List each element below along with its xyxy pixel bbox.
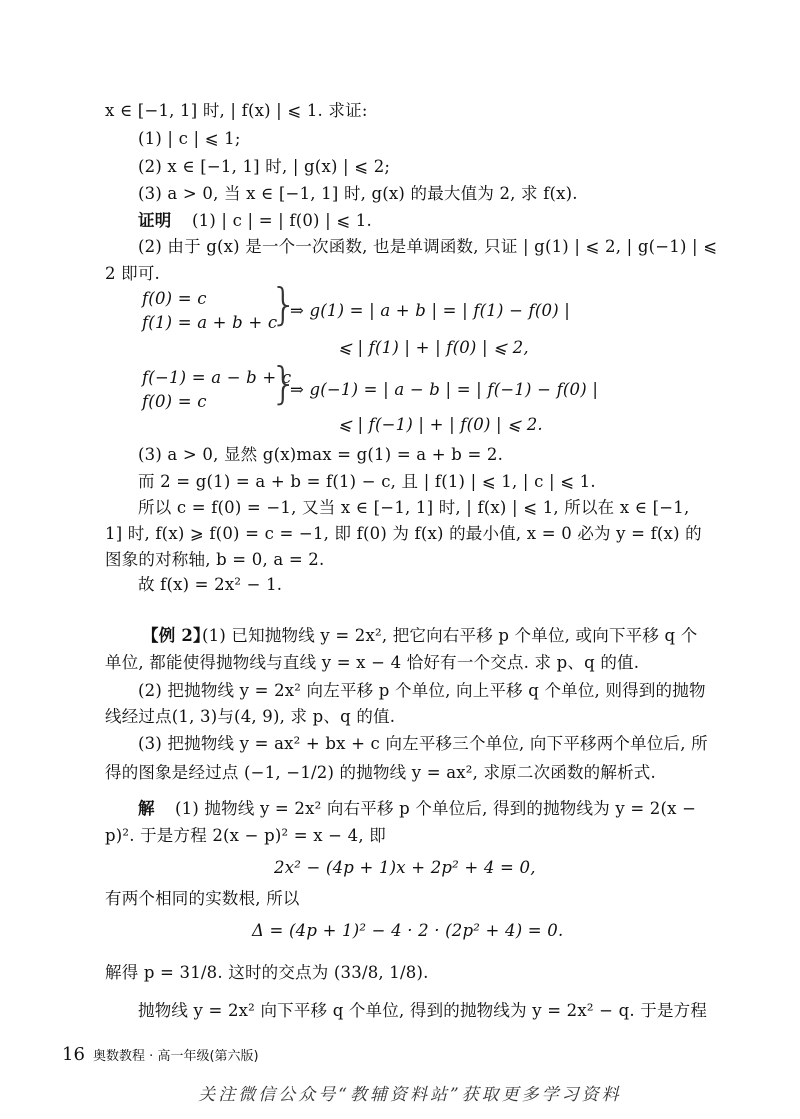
text-line: (1) 抛物线 y = 2x² 向右平移 p 个单位后, 得到的抛物线为 y = 2(x − <box>175 799 697 818</box>
text-line: (1) | c | ⩽ 1; <box>138 129 241 148</box>
equation-line: f(0) = c <box>142 392 207 411</box>
text-line: p)². 于是方程 2(x − p)² = x − 4, 即 <box>105 826 386 845</box>
text-line: (3) 把抛物线 y = ax² + bx + c 向左平移三个单位, 向下平移两个单位后, 所 <box>138 734 708 753</box>
equation-line: ⩽ | f(−1) | + | f(0) | ⩽ 2. <box>338 415 543 434</box>
equation-line: ⩽ | f(1) | + | f(0) | ⩽ 2, <box>338 338 529 357</box>
text-line: (1) | c | = | f(0) | ⩽ 1. <box>192 211 372 230</box>
equation-line: Δ = (4p + 1)² − 4 · 2 · (2p² + 4) = 0. <box>252 921 564 940</box>
text-line: 1] 时, f(x) ⩾ f(0) = c = −1, 即 f(0) 为 f(x) 的最小值, x = 0 必为 y = f(x) 的 <box>105 524 702 543</box>
right-brace-icon: } <box>270 358 298 409</box>
text-line: 抛物线 y = 2x² 向下平移 q 个单位, 得到的抛物线为 y = 2x² − q. 于是方程 <box>138 1001 708 1020</box>
text-line: x ∈ [−1, 1] 时, | f(x) | ⩽ 1. 求证: <box>105 101 368 120</box>
equation-line: ⇒ g(1) = | a + b | = | f(1) − f(0) | <box>290 301 571 320</box>
text-line: 故 f(x) = 2x² − 1. <box>138 575 283 594</box>
text-line: 有两个相同的实数根, 所以 <box>105 889 300 908</box>
text-line: (2) x ∈ [−1, 1] 时, | g(x) | ⩽ 2; <box>138 157 391 176</box>
text-line: 所以 c = f(0) = −1, 又当 x ∈ [−1, 1] 时, | f(x) | ⩽ 1, 所以在 x ∈ [−1, <box>138 498 690 517</box>
text-line: 得的图象是经过点 (−1, −1/2) 的抛物线 y = ax², 求原二次函数的解析式. <box>105 763 656 782</box>
text-line: 解得 p = 31/8. 这时的交点为 (33/8, 1/8). <box>105 963 429 982</box>
equation-line: ⇒ g(−1) = | a − b | = | f(−1) − f(0) | <box>290 380 599 399</box>
text-line: (3) a > 0, 当 x ∈ [−1, 1] 时, g(x) 的最大值为 2, 求 f(x). <box>138 184 578 203</box>
text-line: 而 2 = g(1) = a + b = f(1) − c, 且 | f(1) | ⩽ 1, | c | ⩽ 1. <box>138 472 596 491</box>
text-line: 线经过点(1, 3)与(4, 9), 求 p、q 的值. <box>105 707 396 726</box>
page-footer <box>62 1044 259 1065</box>
example-heading: 【例 2】 <box>142 626 210 645</box>
text-line: (1) 已知抛物线 y = 2x², 把它向右平移 p 个单位, 或向下平移 q 个 <box>202 626 698 645</box>
equation-line: f(−1) = a − b + c <box>142 368 292 387</box>
equation-line: f(1) = a + b + c <box>142 313 278 332</box>
proof-heading: 证明 <box>138 211 172 230</box>
equation-line: 2x² − (4p + 1)x + 2p² + 4 = 0, <box>274 858 536 877</box>
text-line: 图象的对称轴, b = 0, a = 2. <box>105 550 325 569</box>
book-title: 奥数教程 · 高一年级(第六版) <box>93 1049 259 1064</box>
solution-heading: 解 <box>138 799 155 818</box>
text-line: 2 即可. <box>105 264 160 283</box>
text-line: (2) 由于 g(x) 是一个一次函数, 也是单调函数, 只证 | g(1) | ⩽ 2, | g(−1) | ⩽ <box>138 237 718 256</box>
text-line: (2) 把抛物线 y = 2x² 向左平移 p 个单位, 向上平移 q 个单位, 则得到的抛物 <box>138 681 706 700</box>
equation-line: f(0) = c <box>142 289 207 308</box>
page-number: 16 <box>62 1044 85 1065</box>
right-brace-icon: } <box>270 279 298 330</box>
text-line: 单位, 都能使得抛物线与直线 y = x − 4 恰好有一个交点. 求 p、q 的值. <box>105 653 640 672</box>
watermark-text: 关注微信公众号“教辅资料站”获取更多学习资料 <box>198 1085 622 1105</box>
text-line: (3) a > 0, 显然 g(x)max = g(1) = a + b = 2. <box>138 445 504 464</box>
